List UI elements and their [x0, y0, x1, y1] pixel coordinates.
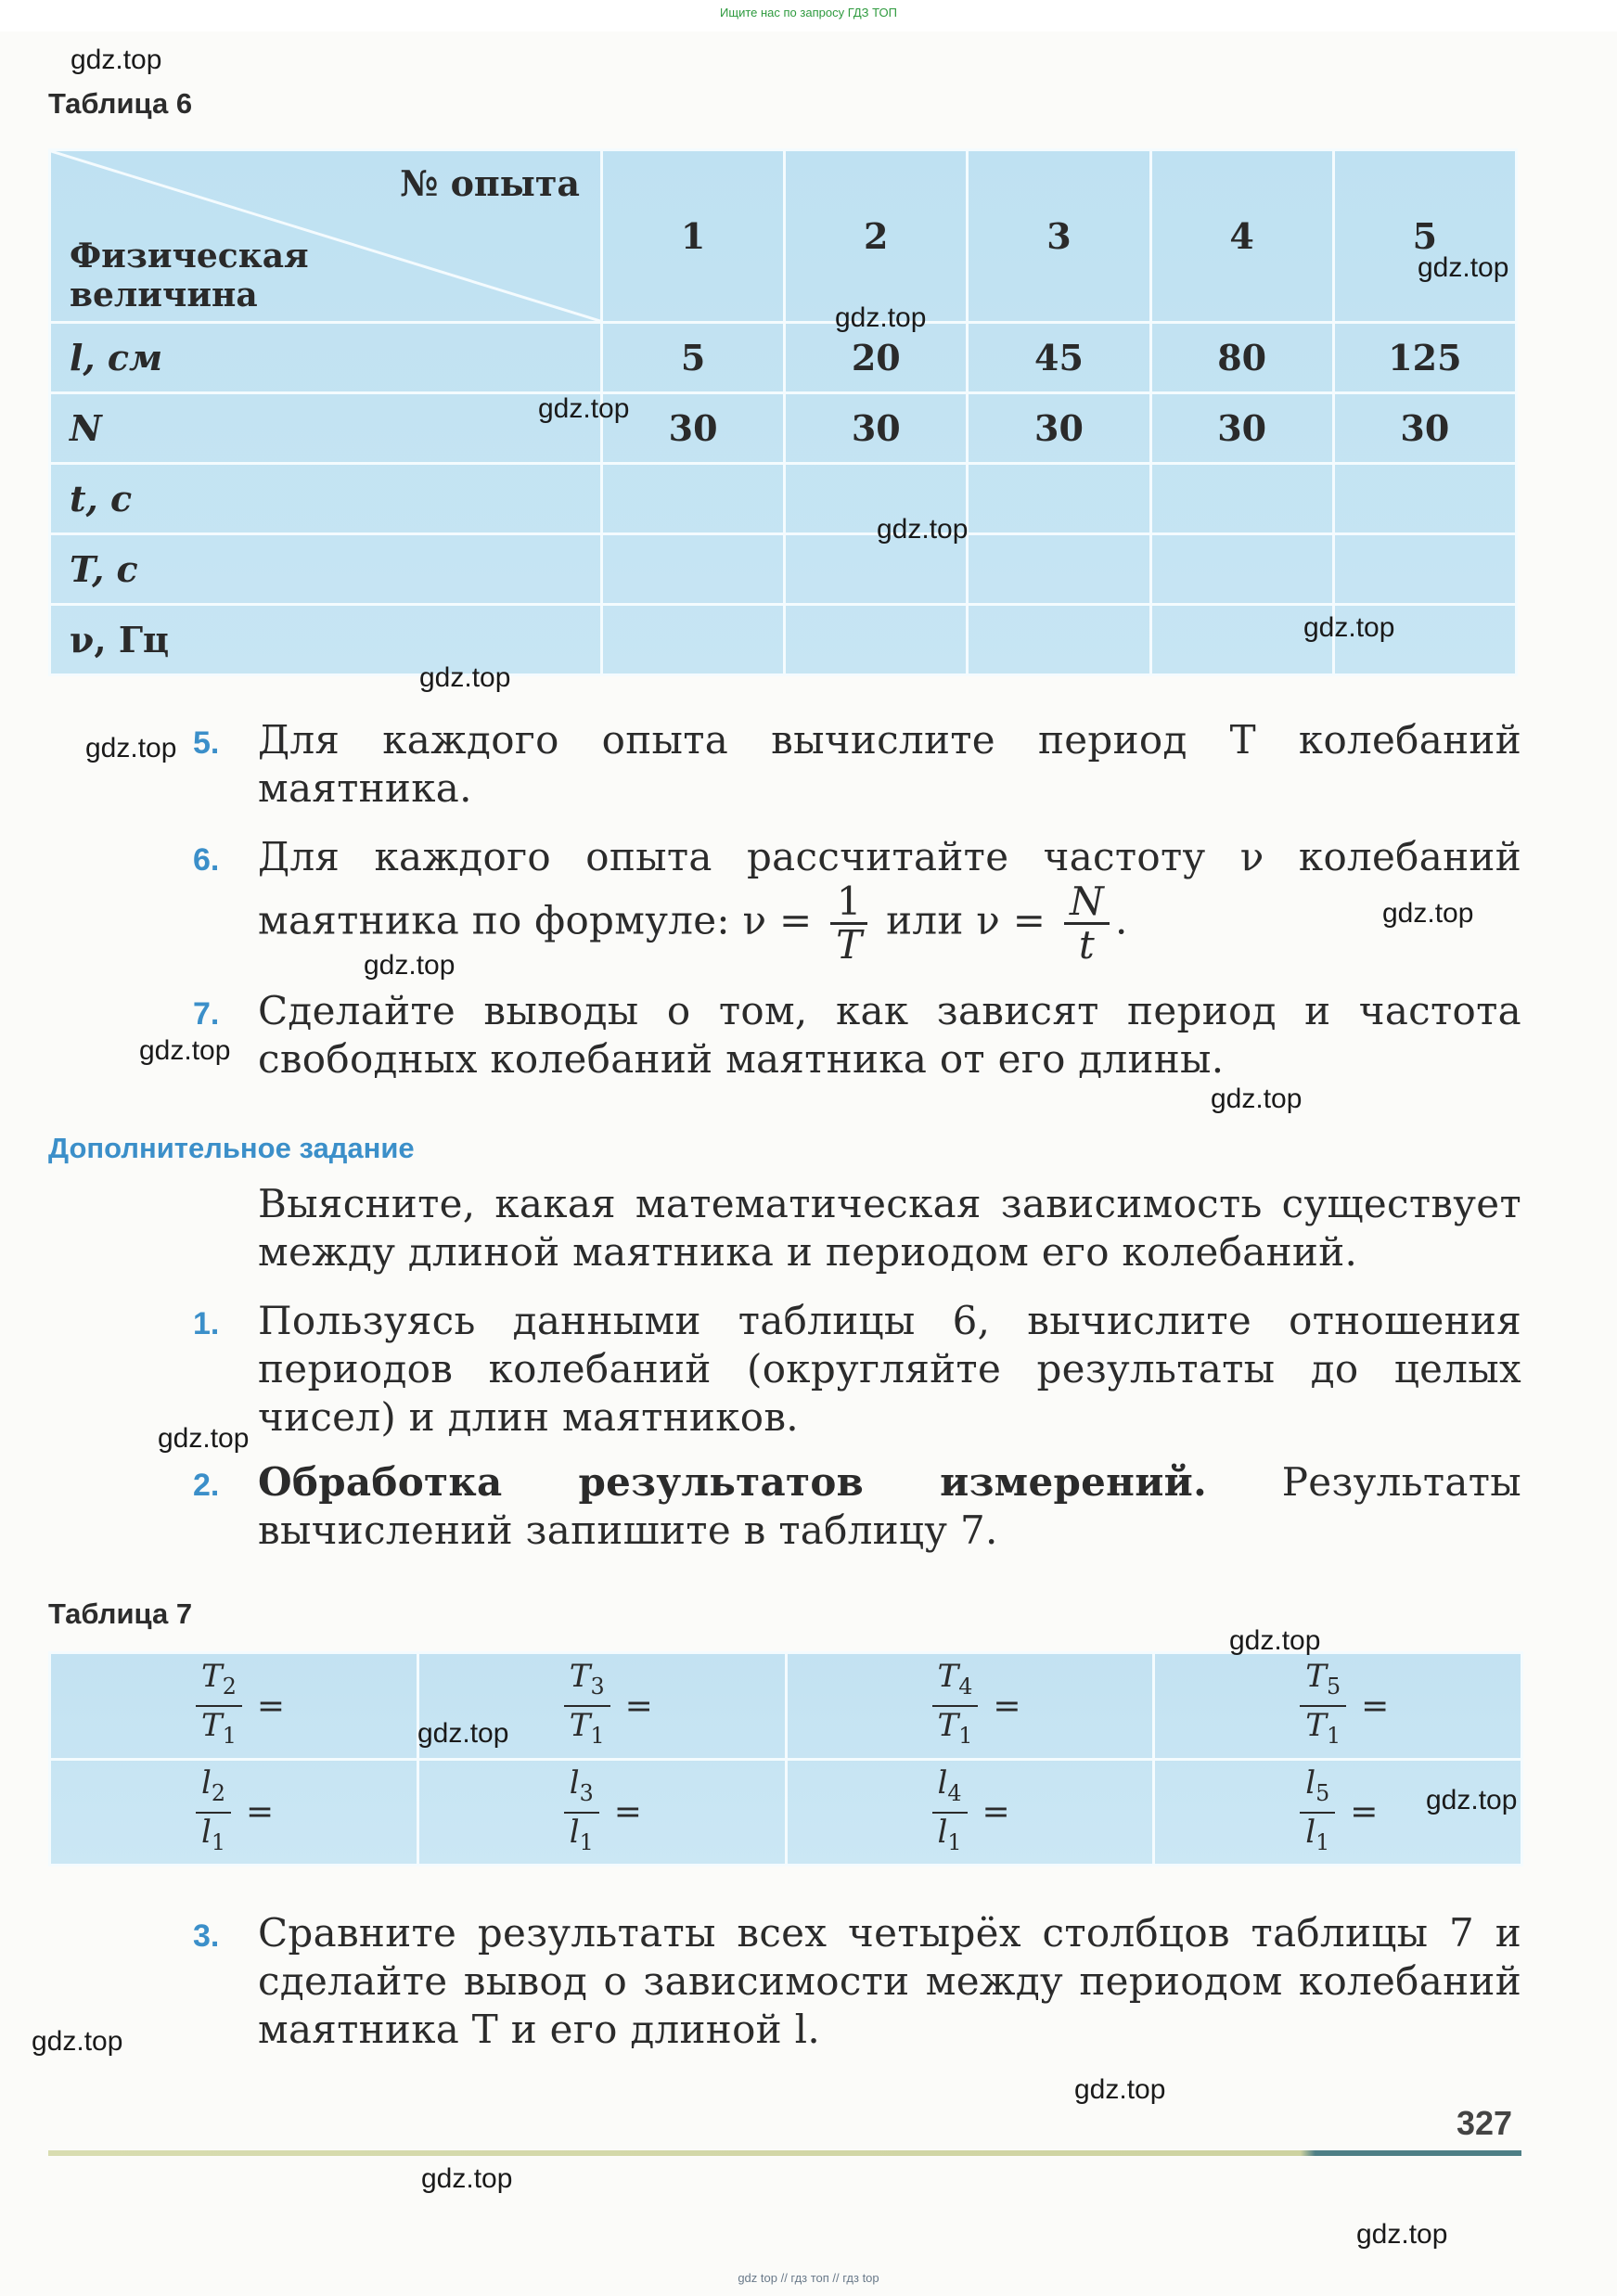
table-cell: [602, 464, 785, 534]
step-text: Для каждого опыта рассчитайте частоту ν колебаний маятника по формуле: ν =: [258, 834, 1521, 943]
additional-intro: Выясните, какая математическая зависимость существует между длиной маятника и периодом его колебаний.: [258, 1181, 1521, 1275]
watermark: gdz.top: [1426, 1785, 1518, 1815]
ratio-symbol: l: [937, 1813, 948, 1851]
step-number: 7.: [193, 996, 220, 1032]
ratio-index: 1: [1326, 1723, 1341, 1750]
experiment-number-label: № опыта: [400, 162, 580, 204]
section-title: Дополнительное задание: [48, 1132, 415, 1164]
period-ratio: [190, 1658, 285, 1754]
ratio-index: 3: [590, 1674, 605, 1700]
top-note: Ищите нас по запросу ГДЗ ТОП: [720, 6, 897, 19]
watermark: gdz.top: [158, 1423, 250, 1454]
ratio-index: 2: [222, 1674, 237, 1700]
step-text: Сделайте выводы о том, как зависят период и частота свободных колебаний маятника от его длины.: [258, 988, 1521, 1082]
bottom-note: gdz top // гдз топ // гдз top: [738, 2271, 879, 2285]
ratio-symbol: l: [937, 1764, 948, 1802]
table-row: [50, 464, 1517, 534]
table-cell: 30: [1333, 393, 1516, 464]
table-cell: [602, 605, 785, 675]
step-bold-text: Обработка результатов измерений.: [258, 1459, 1208, 1505]
table-row: [50, 323, 1517, 393]
period-ratio: [927, 1658, 1021, 1754]
ratio-symbol: T: [937, 1707, 959, 1745]
ratio-symbol: l: [569, 1813, 580, 1851]
watermark: gdz.top: [364, 950, 456, 981]
step-text-formula: [258, 833, 1521, 966]
ratio-index: 1: [579, 1828, 594, 1855]
table-cell: [602, 534, 785, 605]
period-ratio-row: [50, 1653, 1522, 1760]
step-number: 6.: [193, 842, 220, 878]
table6-corner-cell: [50, 150, 602, 323]
ratio-symbol: T: [201, 1707, 223, 1745]
table-cell: 30: [1150, 393, 1333, 464]
length-ratio: [190, 1764, 274, 1861]
ratio-index: 1: [1315, 1828, 1330, 1855]
step-text: Пользуясь данными таблицы 6, вычислите отношения периодов колебаний (округляйте результаты до целых чисел) и длин маятников.: [258, 1298, 1521, 1440]
table-cell: [1333, 464, 1516, 534]
ratio-index: 4: [958, 1674, 973, 1700]
ratio-symbol: l: [201, 1813, 212, 1851]
step-text: Для каждого опыта вычислите период T колебаний маятника.: [258, 717, 1521, 811]
table-cell: 125: [1333, 323, 1516, 393]
equals-sign: =: [613, 1793, 642, 1832]
ratio-index: 5: [1326, 1674, 1341, 1700]
ratio-index: 1: [222, 1723, 237, 1750]
fraction-numerator: 1: [830, 881, 867, 925]
period: .: [1115, 897, 1128, 943]
equals-sign: =: [624, 1687, 653, 1725]
ratio-index: 5: [1315, 1779, 1330, 1806]
ratio-index: 1: [958, 1723, 973, 1750]
watermark: gdz.top: [32, 2026, 123, 2057]
watermark: gdz.top: [421, 2163, 513, 2194]
watermark: gdz.top: [1211, 1084, 1303, 1114]
ratio-cell: [786, 1759, 1154, 1866]
table-cell: [968, 605, 1150, 675]
table-cell: 45: [968, 323, 1150, 393]
ratio-index: 1: [947, 1828, 962, 1855]
step-text: Сравните результаты всех четырёх столбцов таблицы 7 и сделайте вывод о зависимости между периодом колебаний маятника T и его длиной l.: [258, 1910, 1521, 2052]
watermark: gdz.top: [139, 1035, 231, 1066]
ratio-cell: [417, 1759, 786, 1866]
table-cell: 30: [968, 393, 1150, 464]
watermark: gdz.top: [877, 514, 969, 545]
table-cell: [1333, 534, 1516, 605]
footer-rule: [48, 2150, 1521, 2156]
table-row: [50, 605, 1517, 675]
watermark: gdz.top: [1074, 2074, 1166, 2105]
watermark: gdz.top: [419, 662, 511, 693]
watermark: gdz.top: [538, 393, 630, 424]
step-text: Результаты вычислений запишите в таблицу 7.: [258, 1459, 1521, 1553]
equals-sign: =: [982, 1793, 1010, 1832]
ratio-symbol: T: [569, 1658, 591, 1696]
step-number: 3.: [193, 1918, 220, 1954]
table6-header-row: [50, 150, 1517, 323]
step-number: 2.: [193, 1468, 220, 1503]
watermark: gdz.top: [85, 733, 177, 763]
table7-caption: Таблица 7: [48, 1597, 193, 1630]
table6-caption: Таблица 6: [48, 87, 193, 120]
ratio-symbol: T: [201, 1658, 223, 1696]
watermark: gdz.top: [1418, 252, 1509, 283]
step-number: 1.: [193, 1306, 220, 1341]
ratio-symbol: T: [569, 1707, 591, 1745]
ratio-symbol: l: [201, 1764, 212, 1802]
column-header: 4: [1150, 150, 1333, 323]
table-7: [48, 1651, 1523, 1866]
ratio-index: 4: [947, 1779, 962, 1806]
length-ratio: [558, 1764, 642, 1861]
equals-sign: =: [1361, 1687, 1390, 1725]
watermark: gdz.top: [835, 302, 927, 333]
ratio-cell: [786, 1653, 1154, 1760]
row-label: ν, Гц: [50, 605, 602, 675]
ratio-symbol: T: [1305, 1707, 1327, 1745]
ratio-symbol: T: [1305, 1658, 1327, 1696]
table-6: [48, 148, 1518, 676]
watermark: gdz.top: [1303, 612, 1395, 643]
table-cell: [785, 605, 968, 675]
length-ratio: [927, 1764, 1010, 1861]
fraction-denominator: T: [836, 922, 863, 968]
ratio-symbol: l: [1305, 1764, 1316, 1802]
equals-sign: =: [256, 1687, 285, 1725]
fraction-numerator: N: [1064, 881, 1110, 925]
watermark: gdz.top: [71, 45, 162, 75]
ratio-index: 1: [211, 1828, 226, 1855]
table-cell: 20: [785, 323, 968, 393]
table-cell: 30: [602, 393, 785, 464]
fraction-n-over-t: [1064, 881, 1110, 966]
period-ratio: [1294, 1658, 1389, 1754]
table-row: [50, 393, 1517, 464]
table-cell: [1150, 464, 1333, 534]
ratio-symbol: l: [1305, 1813, 1316, 1851]
watermark: gdz.top: [417, 1718, 509, 1749]
row-label: t, c: [50, 464, 602, 534]
length-ratio-row: [50, 1759, 1522, 1866]
row-label: T, c: [50, 534, 602, 605]
watermark: gdz.top: [1356, 2219, 1448, 2250]
page-number: 327: [1457, 2104, 1513, 2142]
length-ratio: [1294, 1764, 1378, 1861]
row-label: N: [50, 393, 602, 464]
table-cell: 30: [785, 393, 968, 464]
period-ratio: [558, 1658, 653, 1754]
table-cell: [968, 534, 1150, 605]
equals-sign: =: [1350, 1793, 1379, 1832]
step-number: 5.: [193, 725, 220, 761]
ratio-index: 2: [211, 1779, 226, 1806]
ratio-cell: [50, 1653, 418, 1760]
watermark: gdz.top: [1382, 898, 1474, 929]
ratio-cell: [50, 1759, 418, 1866]
row-label: l, см: [50, 323, 602, 393]
column-header: 2: [785, 150, 968, 323]
watermark: gdz.top: [1229, 1625, 1321, 1656]
step-text: или ν =: [886, 897, 1046, 943]
table-cell: [968, 464, 1150, 534]
equals-sign: =: [246, 1793, 275, 1832]
ratio-symbol: l: [569, 1764, 580, 1802]
equals-sign: =: [993, 1687, 1021, 1725]
table-cell: 80: [1150, 323, 1333, 393]
table-cell: [1150, 534, 1333, 605]
ratio-symbol: T: [937, 1658, 959, 1696]
table-row: [50, 534, 1517, 605]
fraction-one-over-t: [830, 881, 867, 966]
ratio-index: 3: [579, 1779, 594, 1806]
ratio-index: 1: [590, 1723, 605, 1750]
column-header: 5: [1333, 150, 1516, 323]
step-text: [258, 1458, 1521, 1555]
table-cell: 5: [602, 323, 785, 393]
fraction-denominator: t: [1078, 922, 1096, 968]
column-header: 1: [602, 150, 785, 323]
ratio-cell: [1154, 1653, 1522, 1760]
physical-quantity-label: Физическая величина: [70, 237, 309, 314]
column-header: 3: [968, 150, 1150, 323]
